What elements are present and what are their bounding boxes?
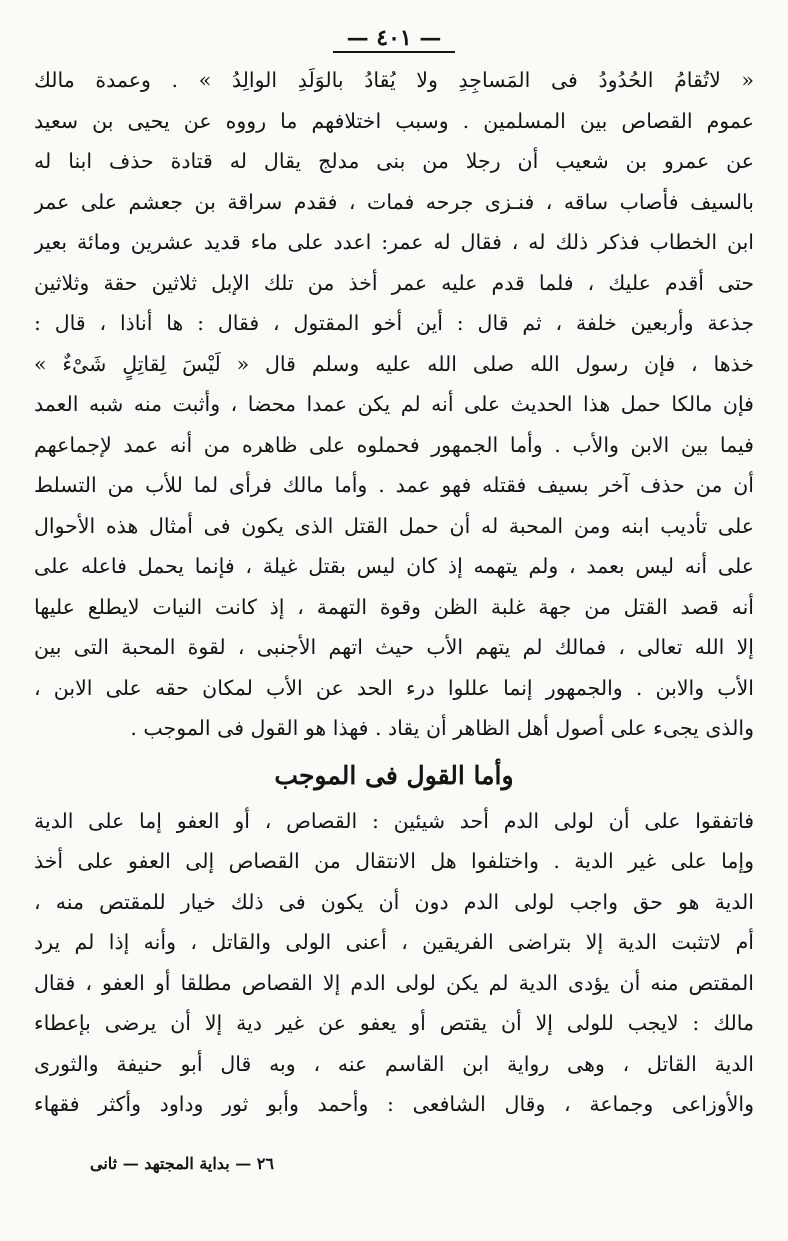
text-line: أم لاتثبت الدية إلا بتراضى الفريقين ، أعنى الولى والقاتل ، وأنه إذا لم يرد — [34, 930, 754, 954]
text-line: والأوزاعى وجماعة ، وقال الشافعى : وأحمد وأبو ثور وداود وأكثر فقهاء — [34, 1092, 754, 1116]
text-line: عموم القصاص بين المسلمين . وسبب اختلافهم ما رووه عن يحيى بن سعيد — [34, 108, 754, 133]
text-line: خذها ، فإن رسول الله صلى الله عليه وسلم قال « لَيْسَ لِقاتِلٍ شَىْءٌ » — [34, 351, 754, 376]
text-line: مالك : لايجب للولى إلا أن يقتص أو يعفو عن غير دية إلا أن يرضى بإعطاء — [34, 1011, 754, 1035]
paragraph-2 — [34, 801, 754, 1125]
section-heading: وأما القول فى الموجب — [274, 760, 514, 790]
text-line: الأب والابن . والجمهور إنما عللوا درء الحد عن الأب لمكان حقه على الابن ، — [34, 675, 754, 700]
text-line: على أنه ليس بعمد ، ولم يتهمه إذ كان ليس بقتل غيلة ، فإنما يحمل فاعله على — [34, 554, 754, 578]
text-line: « لاتُقامُ الحُدُودُ فى المَساجِدِ ولا يُقادُ بالوَلَدِ الوالِدُ » . وعمدة مالك — [34, 68, 754, 92]
text-line: الدية القاتل ، وهى رواية ابن القاسم عنه ، وبه قال أبو حنيفة والثورى — [34, 1051, 754, 1076]
page-number: — ٤٠١ — — [34, 20, 754, 60]
text-line: عن عمرو بن شعيب أن رجلا من بنى مدلج يقال له قتادة حذف ابنا له — [34, 149, 754, 173]
text-line: وإما على غير الدية . واختلفوا هل الانتقال من القصاص إلى العفو على أخذ — [34, 849, 754, 873]
text-line: فإن مالكا حمل هذا الحديث على أنه لم يكن عمدا محضا ، وأثبت منه شبه العمد — [34, 392, 754, 416]
text-line: المقتص منه أن يؤدى الدية لم يكن لولى الدم إلا القصاص مطلقا أو العفو ، فقال — [34, 970, 754, 995]
paragraph-1 — [34, 60, 754, 749]
text-line: حتى أقدم عليك ، فلما قدم عليه عمر أخذ من تلك الإبل ثلاثين حقة وثلاثين — [34, 270, 754, 295]
page-footer: ٢٦ — بداية المجتهد — ثانى — [90, 1154, 274, 1173]
text-line: على تأديب ابنه ومن المحبة له أن حمل القتل الذى يكون فى أمثال هذه الأحوال — [34, 513, 754, 538]
text-line: والذى يجىء على أصول أهل الظاهر أن يقاد . فهذا هو القول فى الموجب . — [130, 716, 754, 740]
text-line: أنه قصد القتل من جهة غلبة الظن وقوة التهمة ، إذ كانت النيات لايطلع عليها — [34, 594, 754, 619]
text-line: جذعة وأربعين خلفة ، ثم قال : أين أخو المقتول ، فقال : ها أناذا ، قال : — [34, 311, 754, 335]
text-line: إلا الله تعالى ، فمالك لم يتهم الأب حيث اتهم الأجنبى ، لقوة المحبة التى بين — [34, 635, 754, 659]
text-line: فيما بين الابن والأب . وأما الجمهور فحملوه على ظاهره من أنه عمد لإجماعهم — [34, 432, 754, 457]
text-line: فاتفقوا على أن لولى الدم أحد شيئين : القصاص ، أو العفو إما على الدية — [34, 808, 754, 833]
text-line: ابن الخطاب فذكر ذلك له ، فقال له عمر: اعدد على ماء قديد عشرين ومائة بعير — [34, 230, 754, 254]
text-line: أن من حذف آخر بسيف فقتله فهو عمد . وأما مالك فرأى لما للأب من التسلط — [34, 473, 754, 497]
text-line: بالسيف فأصاب ساقه ، فنـزى جرحه فمات ، فقدم سراقة بن جعشم على عمر — [34, 189, 754, 214]
text-line: الدية هو حق واجب لولى الدم دون أن يكون فى ذلك خيار للمقتص منه ، — [34, 889, 754, 914]
